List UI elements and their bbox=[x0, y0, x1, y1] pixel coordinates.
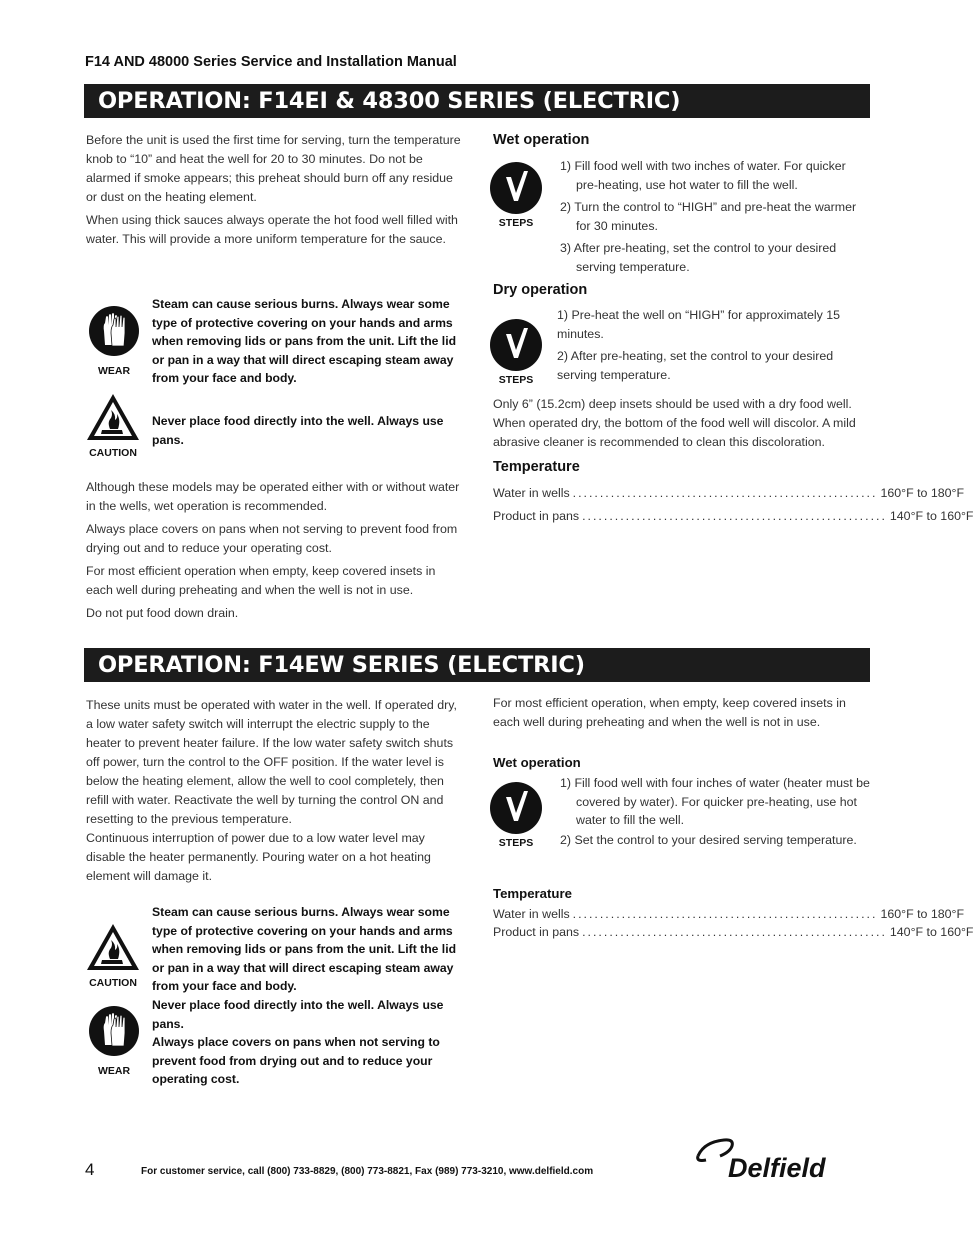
step-item: 2) After pre-heating, set the control to your desired serving temperature. bbox=[557, 349, 834, 382]
checkmark-icon bbox=[488, 318, 544, 372]
step-item: 1) Fill food well with four inches of water (heater must be covered by water). For quicker pre-heating, use hot water to fill the well. bbox=[560, 776, 870, 827]
temperature-row bbox=[493, 905, 965, 924]
dry-operation-note: Only 6” (15.2cm) deep insets should be used with a dry food well. When operated dry, the bottom of the food well will discolor. A mild abrasive cleaner is recommended to clean this discoloration. bbox=[493, 397, 856, 449]
section2-warnings bbox=[152, 903, 462, 1089]
temp-label: Product in pans bbox=[493, 509, 580, 523]
section-title-f14ei: OPERATION: F14EI & 48300 SERIES (ELECTRIC) bbox=[84, 84, 870, 118]
warning-text: Steam can cause serious burns. Always wear some type of protective covering on your hands and arms when removing lids or pans from the unit. Lift the lid or pan in a way that will direct escaping steam away from your face and body. bbox=[152, 905, 457, 994]
icon-label: STEPS bbox=[498, 837, 534, 849]
step-item: 2) Set the control to your desired serving temperature. bbox=[560, 832, 857, 847]
icon-label: CAUTION bbox=[89, 977, 137, 989]
temperature-heading: Temperature bbox=[493, 459, 580, 475]
icon-label: STEPS bbox=[498, 217, 534, 229]
page-number: 4 bbox=[85, 1160, 95, 1179]
paragraph: For most efficient operation when empty, keep covered insets in each well during preheating and when the well is not in use. bbox=[86, 564, 436, 597]
temperature-row bbox=[493, 923, 974, 942]
icon-label: CAUTION bbox=[89, 447, 137, 459]
section2-intro bbox=[86, 696, 461, 886]
section-title-f14ew: OPERATION: F14EW SERIES (ELECTRIC) bbox=[84, 648, 870, 682]
dot-leader: ........................................................ bbox=[572, 907, 878, 921]
paragraph: Always place covers on pans when not serving to prevent food from drying out and to reduce your operating cost. bbox=[86, 522, 458, 555]
wear-warning-icon bbox=[88, 1005, 140, 1077]
icon-label: WEAR bbox=[97, 365, 131, 377]
paragraph: Although these models may be operated either with or without water in the wells, wet operation is recommended. bbox=[86, 480, 460, 513]
delfield-logo-icon bbox=[694, 1136, 872, 1182]
wear-warning-icon bbox=[88, 305, 140, 377]
caution-warning-text: Never place food directly into the well. Always use pans. bbox=[152, 414, 444, 447]
logo-text: Delfield bbox=[728, 1153, 826, 1183]
warning-text: Never place food directly into the well. Always use pans. bbox=[152, 997, 444, 1031]
gloves-icon bbox=[88, 305, 140, 357]
steps-icon bbox=[488, 161, 544, 229]
wet-operation-heading: Wet operation bbox=[493, 755, 581, 770]
wet-operation-steps bbox=[560, 157, 870, 280]
checkmark-icon bbox=[488, 161, 544, 215]
section1-notes bbox=[86, 478, 461, 627]
step-item: 1) Fill food well with two inches of water. For quicker pre-heating, use hot water to fill the well. bbox=[560, 159, 846, 192]
temp-label: Water in wells bbox=[493, 907, 570, 921]
wear-warning-text: Steam can cause serious burns. Always wear some type of protective covering on your hands and arms when removing lids or pans from the unit. Lift the lid or pan in a way that will direct escaping steam away from your face and body. bbox=[152, 297, 457, 386]
step-item: 3) After pre-heating, set the control to your desired serving temperature. bbox=[560, 241, 837, 274]
caution-triangle-icon bbox=[85, 922, 141, 972]
step-item: 1) Pre-heat the well on “HIGH” for approximately 15 minutes. bbox=[557, 308, 841, 341]
step-item: 2) Turn the control to “HIGH” and pre-heat the warmer for 30 minutes. bbox=[560, 200, 857, 233]
steps-icon bbox=[488, 781, 544, 849]
section1-intro bbox=[86, 131, 461, 253]
temp-value: 140°F to 160°F bbox=[889, 925, 974, 939]
temp-value: 140°F to 160°F bbox=[889, 509, 974, 523]
paragraph: When using thick sauces always operate the hot food well filled with water. This will provide a more uniform temperature for the sauce. bbox=[86, 213, 458, 246]
dry-operation-steps bbox=[557, 306, 857, 388]
caution-triangle-icon bbox=[85, 392, 141, 442]
paragraph: Do not put food down drain. bbox=[86, 606, 239, 620]
dot-leader: ........................................................ bbox=[572, 486, 878, 500]
paragraph: These units must be operated with water in the well. If operated dry, a low water safety switch will interrupt the electric supply to the heater to prevent heater failure. If the low water safety switch shuts off power, turn the control to the OFF position. If the water level is below the heating element, allow the well to cool completely, then refill with water. Reactivate the well by turning the control ON and resetting to the previous temperature. bbox=[86, 698, 457, 826]
temperature-row bbox=[493, 507, 974, 526]
paragraph: Continuous interruption of power due to a low water level may disable the heater permanently. Pouring water on a hot heating element will damage it. bbox=[86, 831, 431, 883]
checkmark-icon bbox=[488, 781, 544, 835]
caution-warning-icon bbox=[85, 392, 141, 459]
caution-warning-icon bbox=[85, 922, 141, 989]
steps-icon bbox=[488, 318, 544, 386]
paragraph: Before the unit is used the first time for serving, turn the temperature knob to “10” and heat the well for 20 to 30 minutes. Do not be alarmed if smoke appears; this preheat should burn off any residue or dust on the heating element. bbox=[86, 133, 461, 204]
dot-leader: ........................................................ bbox=[582, 925, 887, 939]
temp-value: 160°F to 180°F bbox=[880, 907, 965, 921]
warning-text: Always place covers on pans when not serving to prevent food from drying out and to reduce your operating cost. bbox=[152, 1035, 440, 1087]
dot-leader: ........................................................ bbox=[582, 509, 887, 523]
icon-label: STEPS bbox=[498, 374, 534, 386]
wet-operation-steps bbox=[560, 774, 870, 853]
temp-value: 160°F to 180°F bbox=[880, 486, 965, 500]
manual-title: F14 AND 48000 Series Service and Installation Manual bbox=[85, 54, 457, 70]
gloves-icon bbox=[88, 1005, 140, 1057]
wet-operation-heading: Wet operation bbox=[493, 132, 590, 148]
temperature-heading: Temperature bbox=[493, 886, 572, 901]
section2-efficiency-note: For most efficient operation, when empty, keep covered insets in each well during preheating and when the well is not in use. bbox=[493, 696, 846, 729]
temperature-row bbox=[493, 484, 965, 503]
footer-contact: For customer service, call (800) 733-8829, (800) 773-8821, Fax (989) 773-3210, www.delfield.com bbox=[141, 1166, 594, 1177]
icon-label: WEAR bbox=[97, 1065, 131, 1077]
temp-label: Product in pans bbox=[493, 925, 580, 939]
dry-operation-heading: Dry operation bbox=[493, 282, 588, 298]
delfield-logo bbox=[694, 1136, 872, 1182]
temp-label: Water in wells bbox=[493, 486, 570, 500]
